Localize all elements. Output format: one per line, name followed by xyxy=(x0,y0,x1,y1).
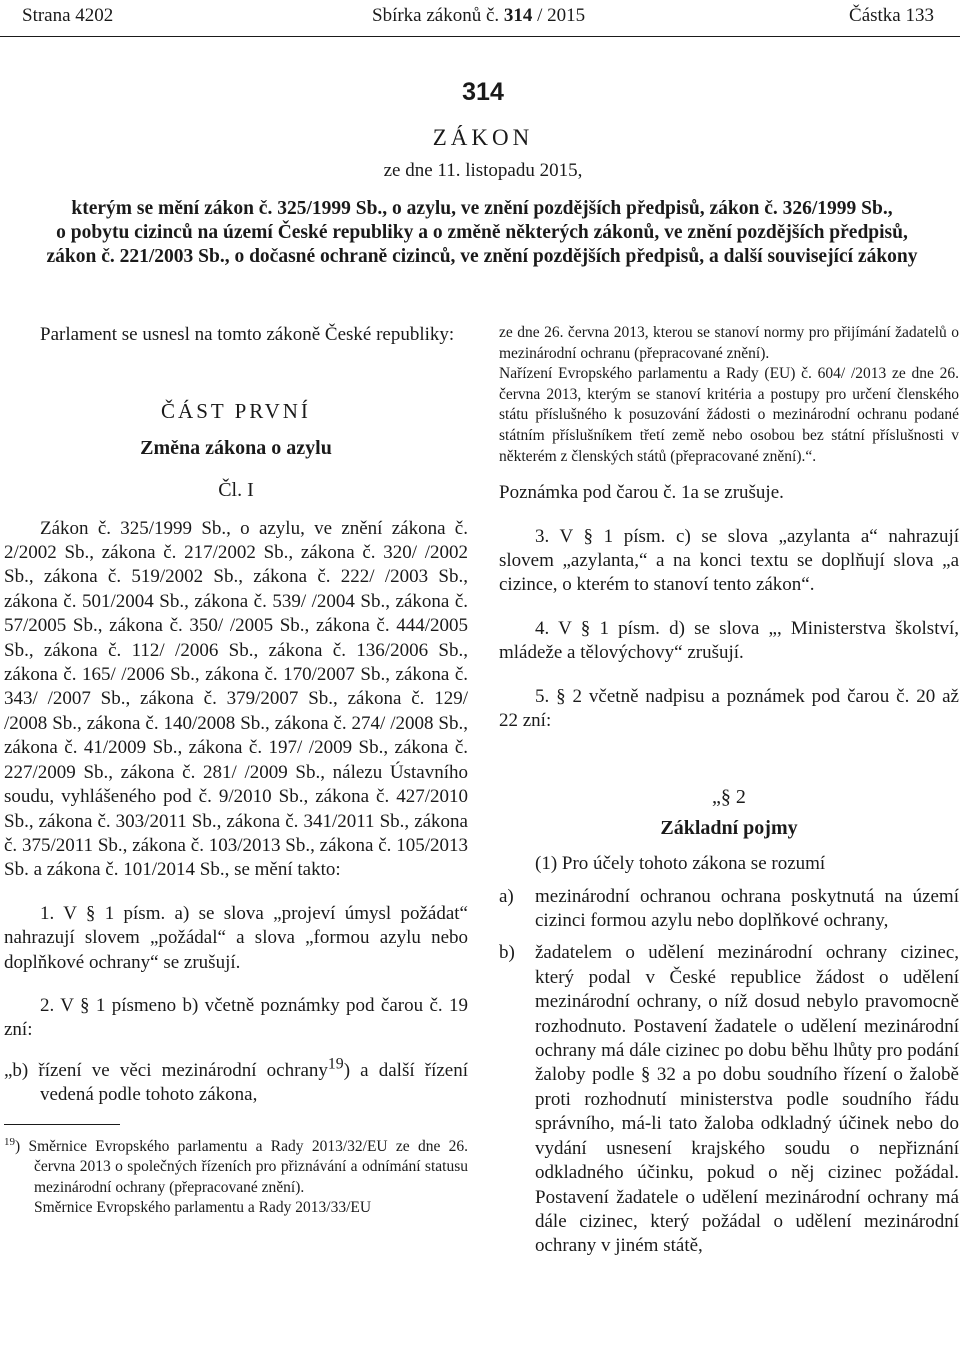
part-subtitle: Změna zákona o azylu xyxy=(140,436,332,459)
footnote-text: ) Směrnice Evropského parlamentu a Rady 2013/32/EU ze dne 26. června 2013 o společných řízeních pro přiznávání a odnímání statusu mezinárodní ochrany (přepracované znění). xyxy=(15,1137,468,1196)
footnote-number: 19 xyxy=(4,1135,15,1148)
definition-text: žadatelem o udělení mezinárodní ochrany cizinec, který podal v České republice žádost o udělení mezinárodní ochrany, o níž dosud nebylo pravomocně rozhodnuto. Postavení žadatele o udělení mezinárodní ochrany má dále cizinec po dobu běhu lhůty pro podání žaloby podle § 32 a po dobu soudního řízení o žalobě proti rozhodnutí ministerstva podle soudního řádu správního, má-li tato žaloba odkladný účinek nebo do vydání usnesení krajského soudu o nepřiznání odkladného účinku, pokud o něj cizinec požádal. Postavení žadatele o udělení mezinárodní ochrany má dále cizinec, který požádal o udělení mezinárodní ochrany v jiném státě, xyxy=(535,942,959,1257)
definition-a xyxy=(499,885,959,934)
article-heading: Čl. I xyxy=(218,479,254,502)
amendment-item-1: 1. V § 1 písm. a) se slova „projeví úmysl požádat“ nahrazují slovem „požádal“ a slova „formou azylu nebo doplňkové ochrany“ se zrušují. xyxy=(4,902,468,973)
footnote-continuation: ze dne 26. června 2013, kterou se stanoví normy pro přijímání žadatelů o mezinárodní ochranu (přepracované znění). xyxy=(499,324,959,362)
law-number: 314 xyxy=(462,78,504,106)
footnote-repeal-note: Poznámka pod čarou č. 1a se zrušuje. xyxy=(499,482,784,504)
section-heading: „§ 2 xyxy=(712,786,746,809)
footnote-regulation: Nařízení Evropského parlamentu a Rady (EU) č. 604/ /2013 ze dne 26. června 2013, kterým se stanoví kritéria a postupy pro určení členského státu příslušného k posuzování žádosti o mezinárodní ochranu podané státním příslušníkem třetí země nebo osobou bez státní příslušnosti v některém z členských států (přepracované znění).“. xyxy=(499,365,959,465)
law-type-heading: ZÁKON xyxy=(432,125,534,150)
right-column xyxy=(499,323,959,1259)
collection-number: 314 xyxy=(503,5,533,26)
footnote-rule xyxy=(4,1124,120,1125)
page-number: Strana 4202 xyxy=(22,5,114,26)
footnote-19 xyxy=(4,1137,468,1199)
issue-part-label: Částka 133 xyxy=(849,5,934,26)
running-header xyxy=(0,0,960,38)
collection-prefix: Sbírka zákonů č. xyxy=(372,5,504,26)
quoted-provision-b-start: „b) řízení ve věci mezinárodní ochrany xyxy=(4,1059,328,1081)
paragraph-1: (1) Pro účely tohoto zákona se rozumí xyxy=(535,853,826,875)
quoted-provision-b xyxy=(4,1055,468,1108)
enactment-clause: Parlament se usnesl na tomto zákoně České republiky: xyxy=(40,324,455,345)
footnote-reference: 19 xyxy=(327,1055,344,1073)
header-rule xyxy=(0,36,960,37)
law-title-line: zákon č. 221/2003 Sb., o dočasné ochraně cizinců, ve znění pozdějších předpisů, a další související zákony xyxy=(46,246,918,267)
definition-b xyxy=(499,941,959,1258)
footnote-19-continued: Směrnice Evropského parlamentu a Rady 2013/33/EU xyxy=(34,1199,372,1217)
amendment-item-5: 5. § 2 včetně nadpisu a poznámek pod čarou č. 20 až 22 zní: xyxy=(499,685,959,731)
section-title: Základní pojmy xyxy=(660,816,798,839)
law-title-line: o pobytu cizinců na území České republiky a o změně některých zákonů, ve znění pozdějších předpisů, xyxy=(56,222,908,243)
definition-text: mezinárodní ochranou ochrana poskytnutá na území cizinci formou azylu nebo doplňkové ochrany, xyxy=(535,885,959,932)
amendment-item-4: 4. V § 1 písm. d) se slova „, Ministerstva školství, mládeže a tělovýchovy“ zrušují. xyxy=(499,617,959,664)
law-title-line: kterým se mění zákon č. 325/1999 Sb., o azylu, ve znění pozdějších předpisů, zákon č. 326/1999 Sb., xyxy=(71,198,893,219)
footnotes xyxy=(4,1137,468,1219)
law-title xyxy=(20,197,944,269)
law-date: ze dne 11. listopadu 2015, xyxy=(383,160,583,181)
part-heading: ČÁST PRVNÍ xyxy=(161,399,311,424)
collection-reference xyxy=(372,5,585,27)
amendment-item-3: 3. V § 1 písm. c) se slova „azylanta a“ nahrazují slovem „azylanta,“ a na konci textu se doplňují slova „a cizince, o kterém to stanoví tento zákon“. xyxy=(499,525,959,596)
definition-label: b) xyxy=(499,942,515,964)
definition-label: a) xyxy=(499,885,514,907)
collection-suffix: / 2015 xyxy=(532,5,586,26)
quoted-provision-b-end: ) a další řízení vedená podle tohoto zákona, xyxy=(40,1059,468,1106)
amendment-intro: Zákon č. 325/1999 Sb., o azylu, ve znění zákona č. 2/2002 Sb., zákona č. 217/2002 Sb., zákona č. 320/ /2002 Sb., zákona č. 519/2002 Sb., zákona č. 222/ /2003 Sb., zákona č. 501/2004 Sb., zákona č. 539/ /2004 Sb., zákona č. 57/2005 Sb., zákona č. 350/ /2005 Sb., zákona č. 444/2005 Sb., zákona č. 112/ /2006 Sb., zákona č. 136/2006 Sb., zákona č. 165/ /2006 Sb., zákona č. 170/2007 Sb., zákona č. 343/ /2007 Sb., zákona č. 379/2007 Sb., zákona č. 129/ /2008 Sb., zákona č. 140/2008 Sb., zákona č. 274/ /2008 Sb., zákona č. 41/2009 Sb., zákona č. 197/ /2009 Sb., zákona č. 227/2009 Sb., zákona č. 281/ /2009 Sb., nálezu Ústavního soudu, vyhlášeného pod č. 9/2010 Sb., zákona č. 427/2010 Sb., zákona č. 303/2011 Sb., zákona č. 341/2011 Sb., zákona č. 375/2011 Sb., zákona č. 103/2013 Sb., zákona č. 105/2013 Sb. a zákona č. 101/2014 Sb., se mění takto: xyxy=(4,517,468,881)
left-column xyxy=(4,323,468,1219)
amendment-item-2: 2. V § 1 písmeno b) včetně poznámky pod čarou č. 19 zní: xyxy=(4,994,468,1041)
